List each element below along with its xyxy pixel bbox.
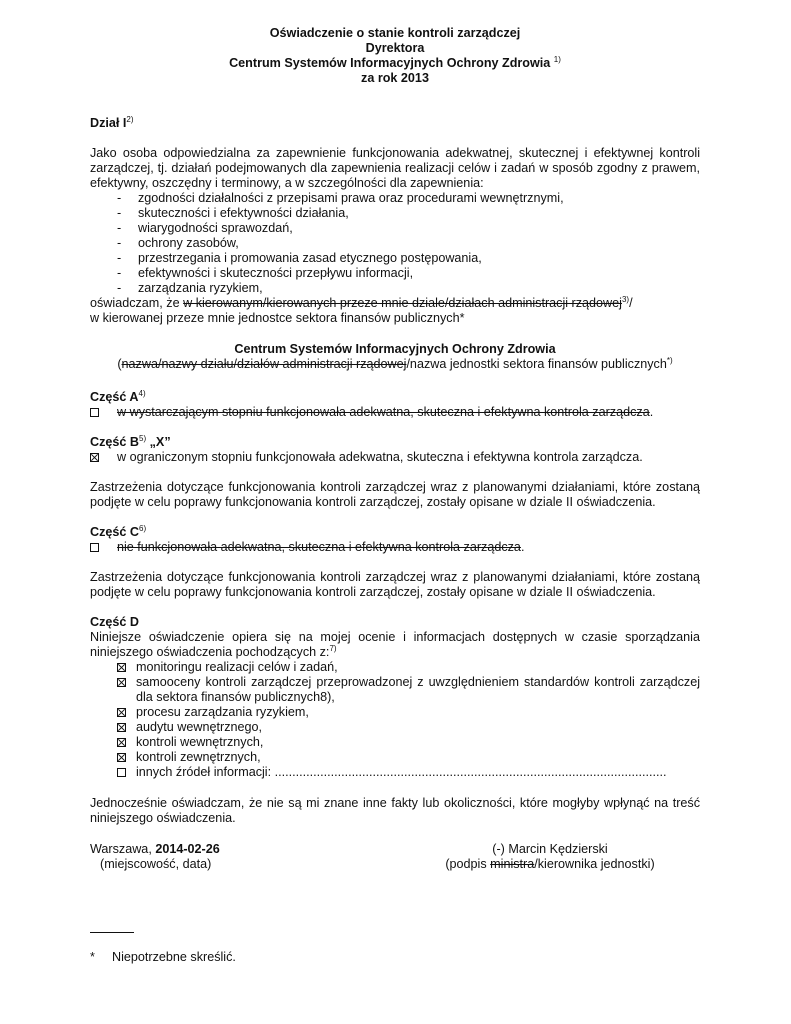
source-checkbox[interactable]: [117, 738, 126, 747]
list-item: [117, 660, 700, 675]
source-label: kontroli wewnętrznych,: [136, 735, 264, 749]
declaration: [90, 296, 700, 311]
unit-name: Centrum Systemów Informacyjnych Ochrony Zdrowia: [234, 342, 556, 356]
footnote-text: Niepotrzebne skreślić.: [112, 950, 236, 964]
source-label: procesu zarządzania ryzykiem,: [136, 705, 309, 719]
place-date: [90, 842, 290, 857]
struck-text: nazwa/nazwy działu/działów administracji rządowej: [121, 357, 407, 371]
part-d-intro: [90, 630, 700, 660]
sources-list: [90, 660, 700, 780]
place: Warszawa,: [90, 842, 156, 856]
footnote-ref: 1): [553, 55, 561, 64]
selected-mark: „X”: [149, 435, 171, 449]
list-item: [117, 705, 700, 720]
list-item: - zgodności działalności z przepisami prawa oraz procedurami wewnętrznymi,: [117, 191, 700, 206]
dzial-label: Dział I: [90, 116, 127, 130]
signer-name: (-) Marcin Kędzierski: [492, 842, 608, 856]
list-item: - przestrzegania i promowania zasad etycznego postępowania,: [117, 251, 700, 266]
period: .: [649, 405, 654, 419]
declaration-slash: /: [629, 296, 633, 310]
part-c-option: [90, 540, 700, 555]
footnote-ref: 6): [139, 524, 147, 533]
footnote-ref: 2): [126, 115, 134, 124]
part-b-text: w ograniczonym stopniu funkcjonowała adekwatna, skuteczna i efektywna kontrola zarządcza.: [117, 450, 643, 464]
source-checkbox[interactable]: [117, 708, 126, 717]
title-line-1: Oświadczenie o stanie kontroli zarządczej: [269, 26, 521, 40]
part-a-option: [90, 405, 700, 420]
title-line-3: [90, 56, 700, 71]
footnote: [90, 950, 236, 964]
footnote-ref: 4): [138, 389, 146, 398]
place-date-block: [90, 842, 290, 872]
intro-paragraph: Jako osoba odpowiedzialna za zapewnienie funkcjonowania adekwatnej, skutecznej i efektywnej kontroli zarządczej, tj. działań podejmowanych dla zapewnienia realizacji celów i zadań w sposób zgodny z prawem, efektywny, oszczędny i terminowy, a w szczególności dla zapewnienia:: [90, 146, 700, 190]
list-item: [117, 675, 700, 705]
list-item: - wiarygodności sprawozdań,: [117, 221, 700, 236]
assurance-list: [90, 191, 700, 296]
source-checkbox[interactable]: [117, 753, 126, 762]
signer-caption: [430, 857, 670, 872]
unit-caption-rest: /nazwa jednostki sektora finansów publicznych: [406, 357, 667, 371]
part-b-reservations: Zastrzeżenia dotyczące funkcjonowania kontroli zarządczej wraz z planowanymi działaniami, które zostaną podjęte w celu poprawy funkcjonowania kontroli zarządczej, zostały opisane w dziale II oświadczenia.: [90, 480, 700, 509]
list-item: [117, 765, 700, 780]
statement-document: [90, 26, 700, 872]
source-checkbox[interactable]: [117, 723, 126, 732]
list-item: - ochrony zasobów,: [117, 236, 700, 251]
part-b-title: Część B: [90, 435, 139, 449]
list-item: [117, 720, 700, 735]
list-item: - efektywności i skuteczności przepływu informacji,: [117, 266, 700, 281]
part-b-option: [90, 450, 700, 465]
footnote-ref: *): [666, 356, 673, 365]
caption-suffix: /kierownika jednostki): [534, 857, 655, 871]
part-c-heading: [90, 525, 700, 540]
source-label: samooceny kontroli zarządczej przeprowadzonej z uwzględnieniem standardów kontroli zarządczej dla sektora finansów publicznych8),: [136, 675, 700, 704]
part-b-heading: [90, 435, 700, 450]
place-date-caption: (miejscowość, data): [100, 857, 212, 871]
closing-paragraph: Jednocześnie oświadczam, że nie są mi znane inne fakty lub okoliczności, które mogłyby wpłynąć na treść niniejszego oświadczenia.: [90, 796, 700, 825]
footnote-ref: 5): [139, 434, 147, 443]
source-label: audytu wewnętrznego,: [136, 720, 263, 734]
part-b-checkbox[interactable]: [90, 453, 99, 462]
part-c-reservations: Zastrzeżenia dotyczące funkcjonowania kontroli zarządczej wraz z planowanymi działaniami, które zostaną podjęte w celu poprawy funkcjonowania kontroli zarządczej, zostały opisane w dziale II oświadczenia.: [90, 570, 700, 599]
list-item: [117, 735, 700, 750]
part-d-intro-text: Niniejsze oświadczenie opiera się na mojej ocenie i informacjach dostępnych w czasie sporządzania niniejszego oświadczenia pochodzących z:: [90, 630, 700, 659]
footnote-ref: 3): [621, 295, 630, 304]
part-a-heading: [90, 390, 700, 405]
section-heading-dzial: [90, 116, 700, 131]
caption-prefix: (podpis: [445, 857, 491, 871]
part-c-title: Część C: [90, 525, 139, 539]
part-a-checkbox[interactable]: [90, 408, 99, 417]
unit-caption: [90, 357, 700, 372]
part-c-text-wrap: [117, 540, 524, 555]
part-d-heading: Część D: [90, 615, 139, 629]
source-label: innych źródeł informacji: ................................................................................................................: [136, 765, 667, 779]
footnote-divider: [90, 932, 134, 933]
list-item: - zarządzania ryzykiem,: [117, 281, 700, 296]
signature-block: [90, 842, 700, 872]
paren-open: (: [117, 357, 122, 371]
source-label: monitoringu realizacji celów i zadań,: [136, 660, 338, 674]
source-label: kontroli zewnętrznych,: [136, 750, 261, 764]
list-item: [117, 750, 700, 765]
struck-text: w wystarczającym stopniu funkcjonowała adekwatna, skuteczna i efektywna kontrola zarządcza: [117, 405, 650, 419]
title-line-2: Dyrektora: [365, 41, 425, 55]
footnote-star: *: [90, 950, 95, 964]
struck-text: ministra: [490, 857, 535, 871]
source-checkbox[interactable]: [117, 678, 126, 687]
declaration-prefix: oświadczam, że: [90, 296, 184, 310]
struck-text: nie funkcjonowała adekwatna, skuteczna i efektywna kontrola zarządcza: [117, 540, 521, 554]
part-a-text-wrap: [117, 405, 653, 420]
institution-name: Centrum Systemów Informacyjnych Ochrony Zdrowia: [229, 56, 551, 70]
date: 2014-02-26: [155, 842, 220, 856]
list-item: - skuteczności i efektywności działania,: [117, 206, 700, 221]
document-header: [90, 26, 700, 86]
signer-block: [430, 842, 670, 872]
struck-text: w kierowanym/kierowanych przeze mnie dziale/działach administracji rządowej: [183, 296, 622, 310]
declaration-line-2: w kierowanej przeze mnie jednostce sektora finansów publicznych*: [90, 311, 465, 325]
part-a-title: Część A: [90, 390, 139, 404]
part-c-checkbox[interactable]: [90, 543, 99, 552]
source-checkbox[interactable]: [117, 768, 126, 777]
footnote-ref: 7): [329, 644, 337, 653]
period: .: [520, 540, 525, 554]
title-line-4: za rok 2013: [361, 71, 429, 85]
source-checkbox[interactable]: [117, 663, 126, 672]
